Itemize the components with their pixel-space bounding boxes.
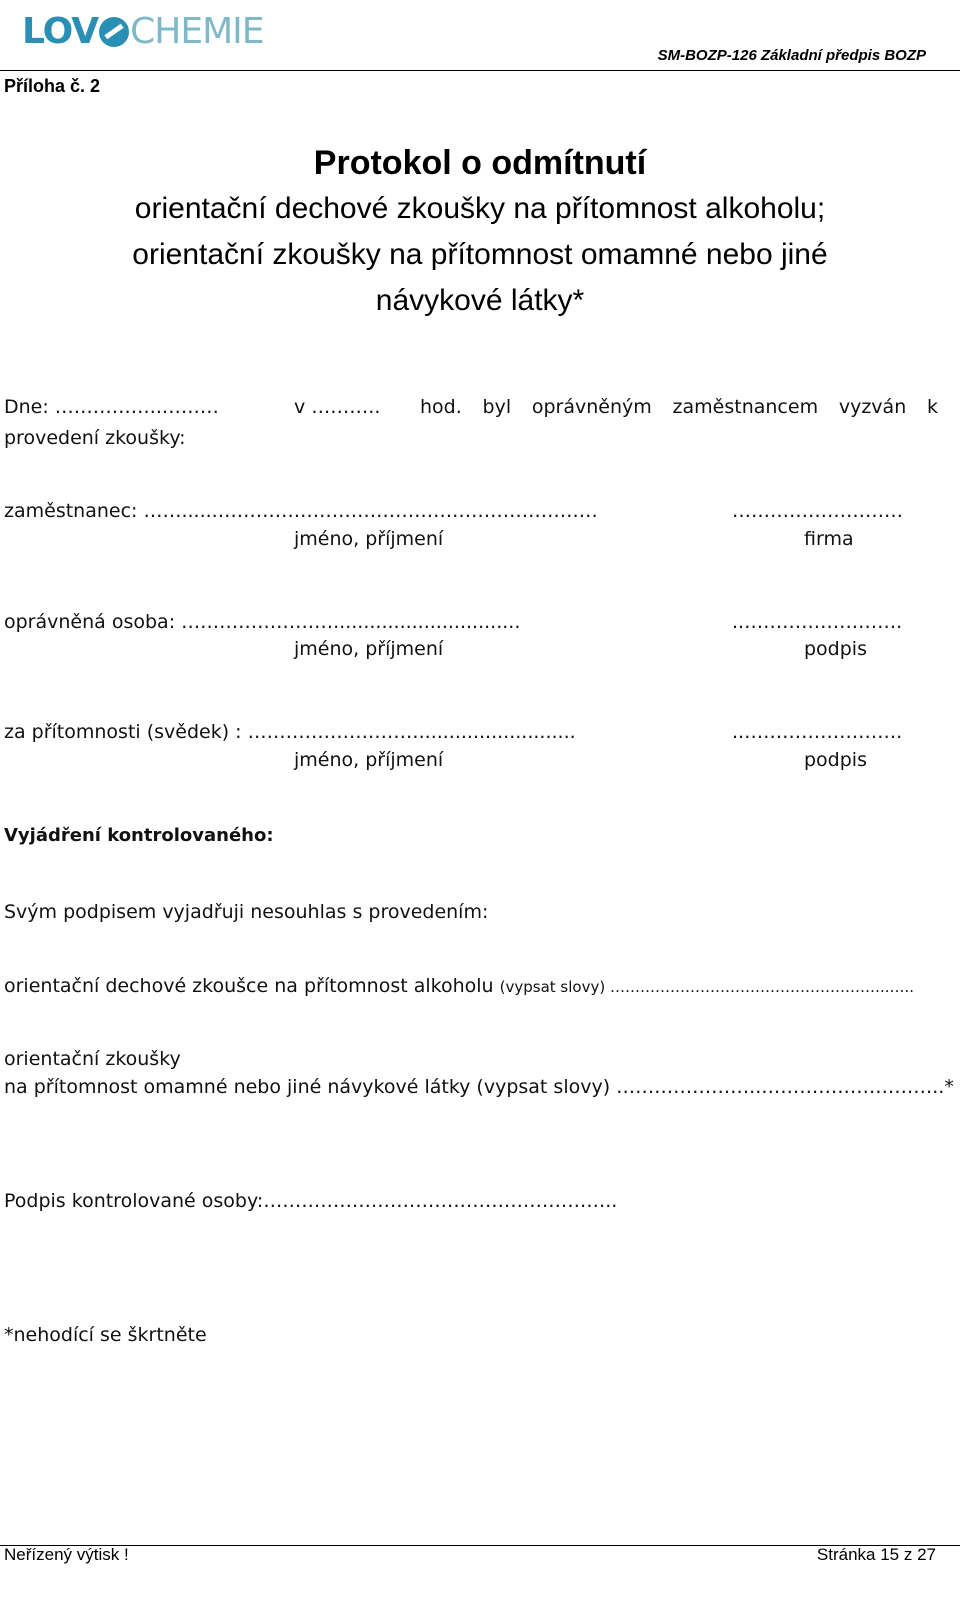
controlled-person-signature: Podpis kontrolované osoby:……………………………………………….. [4, 1190, 618, 1212]
witness-name-caption: jméno, příjmení [294, 749, 444, 771]
footer-page-number: Stránka 15 z 27 [816, 1545, 936, 1564]
title-line-2: orientační dechové zkoušky na přítomnost alkoholu; [134, 192, 826, 225]
authorized-signature-field: ..……………………. [732, 611, 903, 633]
document-title [0, 140, 960, 324]
statement-alcohol-line [4, 975, 914, 997]
statement-line-1: Svým podpisem vyjadřuji nesouhlas s provedením: [4, 901, 489, 923]
alcohol-test-text: orientační dechové zkoušce na přítomnost alkoholu [4, 975, 494, 997]
statement-drug-line-2: na přítomnost omamné nebo jiné návykové látky (vypsat slovy) …………………..………………………..* [4, 1076, 954, 1098]
company-field: ……………………… [732, 500, 903, 522]
logo-text-lov: LOV [22, 11, 99, 52]
footnote: *nehodící se škrtněte [4, 1324, 207, 1346]
authorized-name-caption: jméno, příjmení [294, 638, 444, 660]
statement-heading: Vyjádření kontrolovaného: [4, 825, 274, 846]
employee-name-caption: jméno, příjmení [294, 528, 444, 550]
company-caption: firma [804, 528, 854, 550]
alcohol-test-fill-in: (vypsat slovy) ………………………………………………..….. [499, 978, 915, 996]
witness-signature-caption: podpis [804, 749, 867, 771]
witness-signature-field: ..……………………. [732, 721, 903, 743]
intro-text: hod. byl oprávněným zaměstnancem vyzván k [420, 396, 938, 418]
logo-mark-icon [99, 17, 129, 47]
authorized-person-field: oprávněná osoba: ……………………............................... [4, 611, 521, 633]
attachment-label: Příloha č. 2 [4, 76, 101, 96]
time-field: v ……….. [294, 396, 381, 418]
company-logo [22, 12, 264, 52]
title-line-3: orientační zkoušky na přítomnost omamné nebo jiné [132, 238, 828, 271]
logo-text-chemie: CHEMIE [130, 11, 264, 52]
document-code: SM-BOZP-126 Základní předpis BOZP [657, 47, 926, 64]
employee-field: zaměstnanec: ……......…………………………………………………… [4, 500, 598, 522]
title-line-1: Protokol o odmítnutí [313, 144, 647, 182]
footer-uncontrolled-copy: Neřízený výtisk ! [4, 1545, 129, 1564]
statement-drug-line-1: orientační zkoušky [4, 1048, 181, 1070]
witness-field: za přítomnosti (svědek) : ……………………….......................... [4, 721, 576, 743]
header-divider [0, 70, 960, 71]
date-field: Dne: ……………..……… [4, 396, 219, 418]
authorized-signature-caption: podpis [804, 638, 867, 660]
intro-line-2: provedení zkoušky: [4, 427, 186, 449]
title-line-4: návykové látky* [375, 284, 585, 317]
